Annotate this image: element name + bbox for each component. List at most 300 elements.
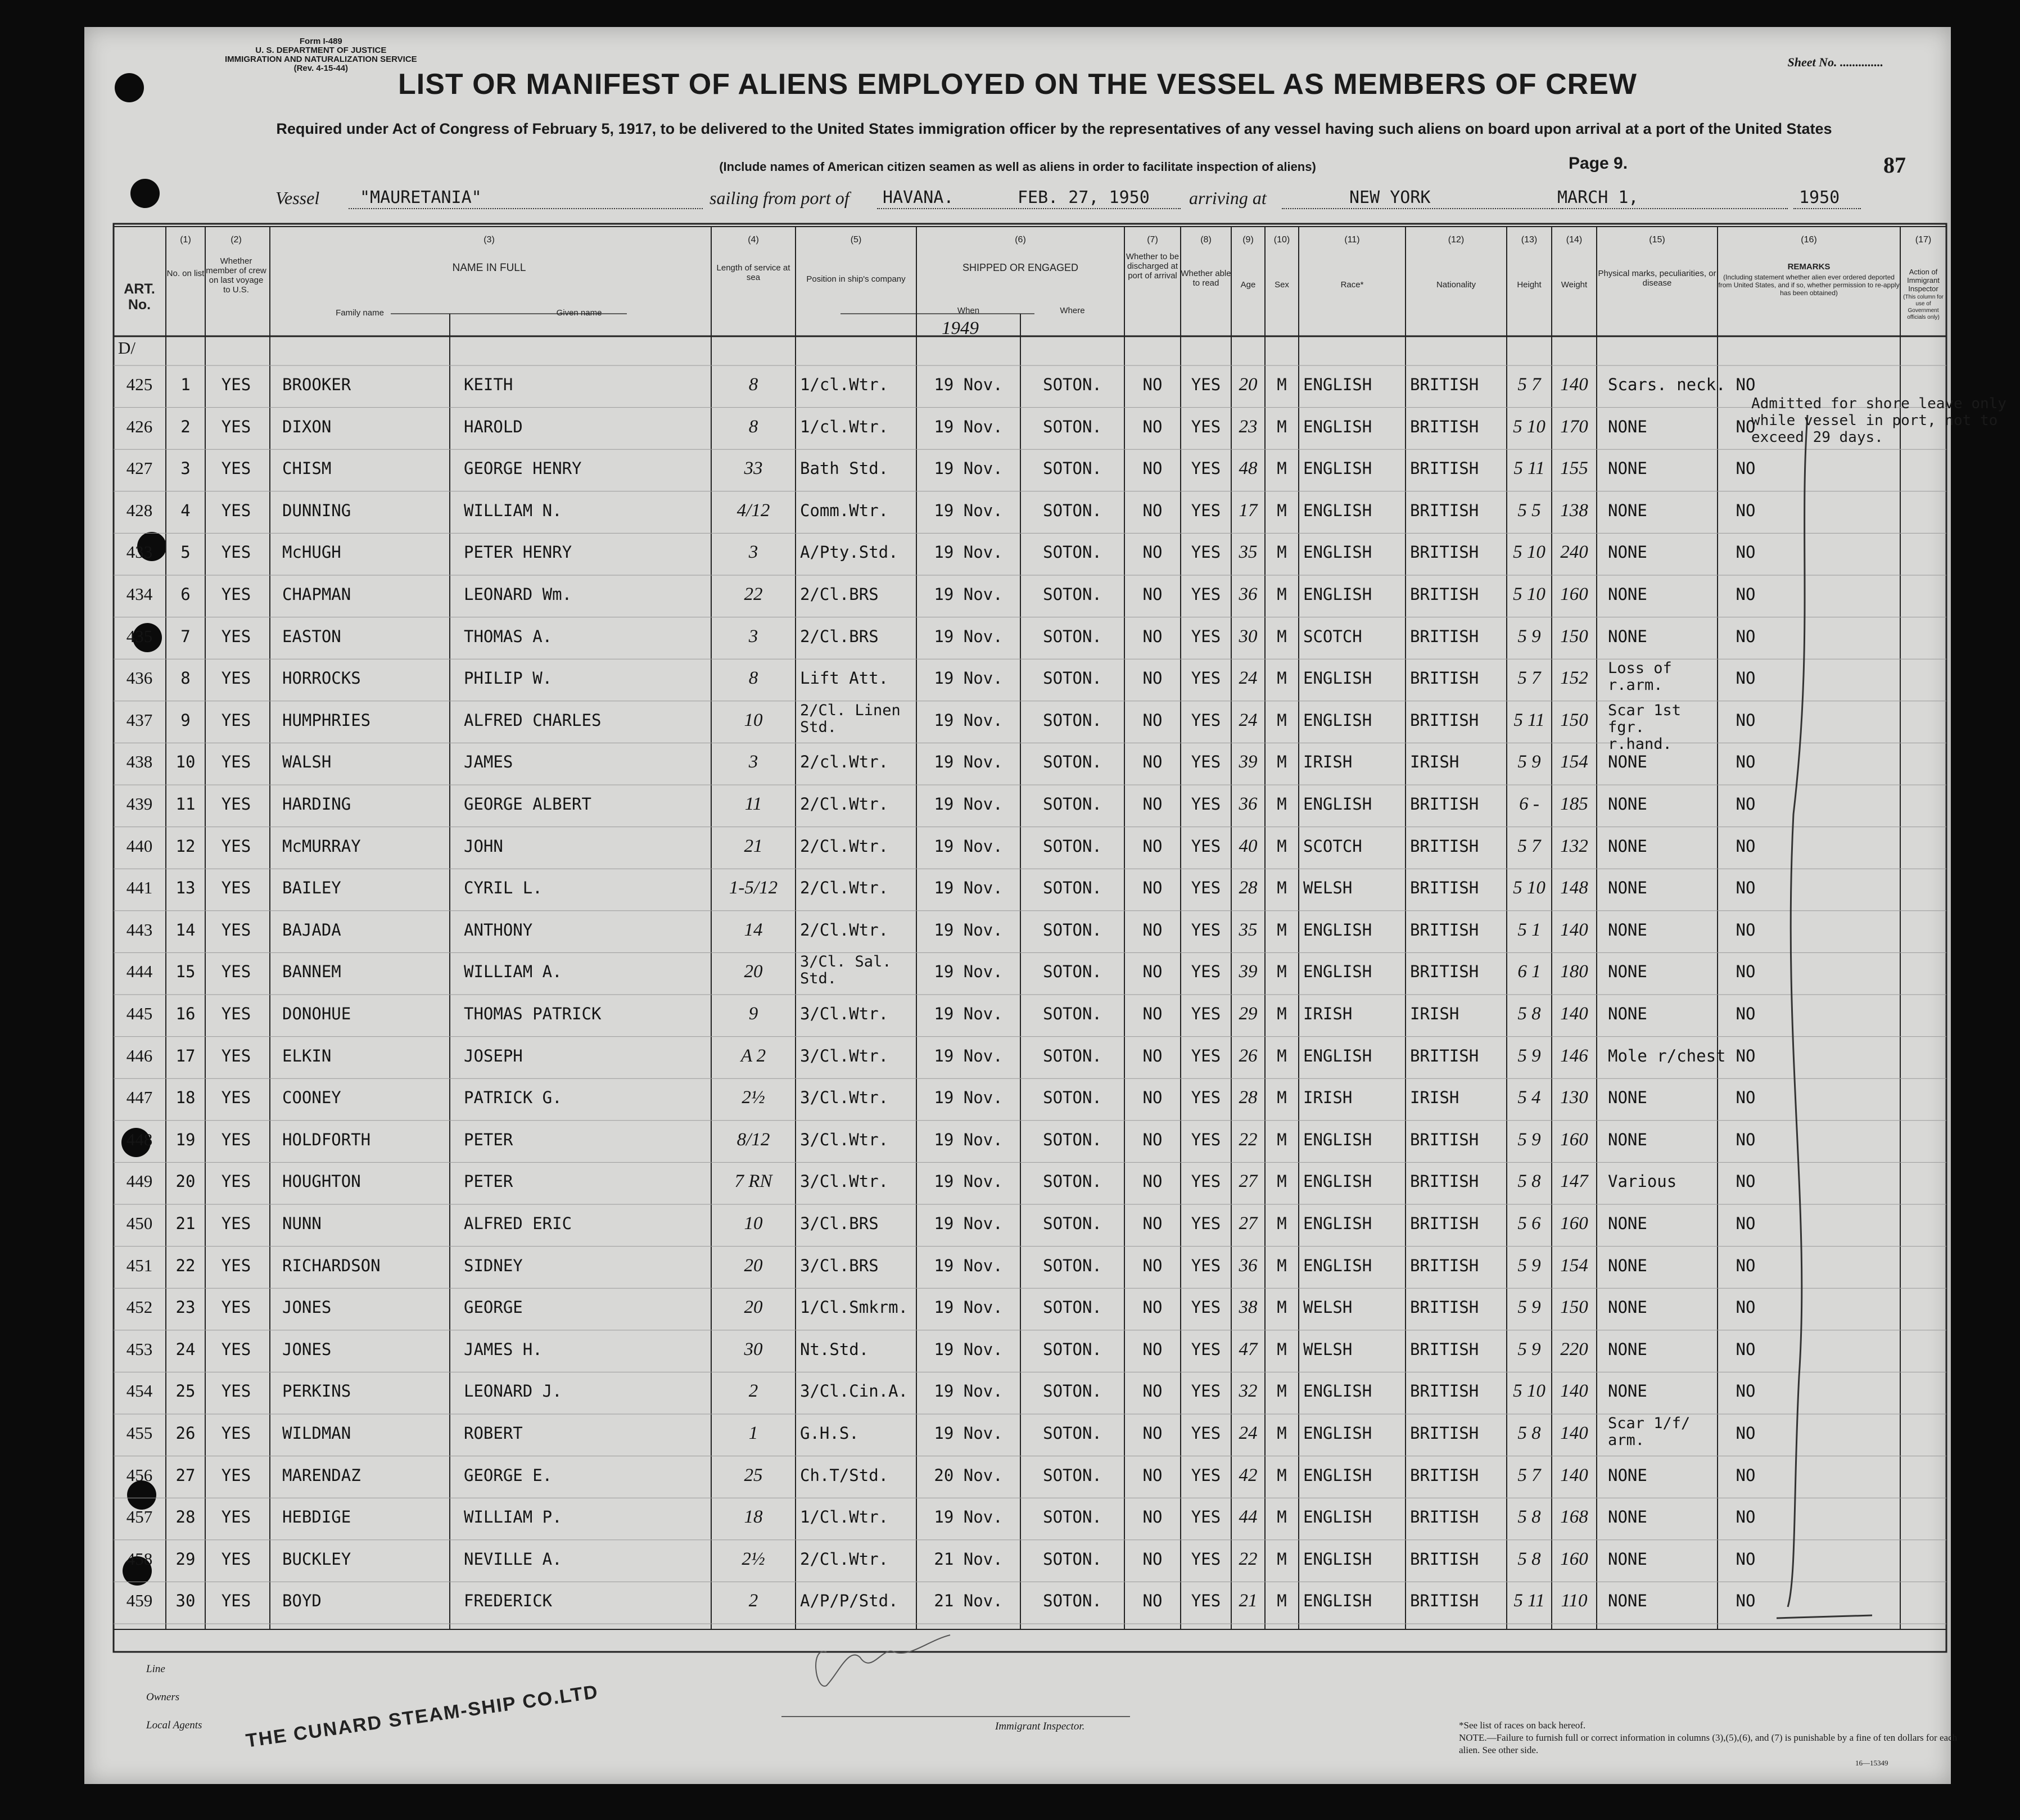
cell-nat: BRITISH <box>1410 1172 1479 1191</box>
cell-disch: NO <box>1142 1046 1163 1065</box>
cell-remarks: NO <box>1736 878 1756 898</box>
cell-weight: 168 <box>1560 1507 1588 1528</box>
cell-position: 3/Cl. Sal. Std. <box>800 953 892 988</box>
cell-age: 28 <box>1239 1087 1258 1108</box>
cell-marks: Scar 1st fgr. r.hand. <box>1608 701 1682 753</box>
cell-given: ALFRED CHARLES <box>464 710 602 730</box>
cell-marks: NONE <box>1608 1549 1647 1569</box>
cell-height: 5 9 <box>1517 1129 1541 1150</box>
cell-remarks: NO <box>1736 1256 1756 1275</box>
cell-weight: 140 <box>1560 1465 1588 1485</box>
cell-sex: M <box>1277 836 1287 856</box>
cell-sex: M <box>1277 626 1287 646</box>
header-inspector-action: Action of Immigrant Inspector <box>1907 268 1940 293</box>
header-column-number: (14) <box>1566 235 1583 245</box>
document-subnote: (Include names of American citizen seamen as well as aliens in order to facilitate inspection of aliens) <box>719 160 1316 174</box>
header-physical-marks: Physical marks, peculiarities, or disease <box>1598 269 1716 288</box>
cell-read: YES <box>1191 585 1221 604</box>
header-name: NAME IN FULL <box>452 262 526 274</box>
cell-disch: NO <box>1142 1256 1163 1275</box>
cell-race: ENGLISH <box>1303 543 1372 562</box>
cell-position: 3/Cl.Wtr. <box>800 1130 889 1149</box>
cell-marks: NONE <box>1608 836 1647 856</box>
cell-position: 3/Cl.Cin.A. <box>800 1381 909 1401</box>
cell-prev: YES <box>221 417 251 436</box>
cell-race: ENGLISH <box>1303 459 1372 478</box>
cell-disch: NO <box>1142 417 1163 436</box>
cell-race: ENGLISH <box>1303 962 1372 982</box>
header-art-no: ART. No. <box>124 281 155 313</box>
cell-marks: NONE <box>1608 920 1647 940</box>
cell-where: SOTON. <box>1043 1256 1102 1275</box>
cell-service: 9 <box>748 1004 758 1024</box>
cell-race: IRISH <box>1303 1088 1353 1108</box>
cell-weight: 110 <box>1561 1591 1588 1611</box>
cell-position: 3/Cl.Wtr. <box>800 1004 889 1023</box>
vessel-line <box>84 188 1951 210</box>
cunard-stamp: THE CUNARD STEAM-SHIP CO.LTD <box>245 1681 600 1752</box>
cell-height: 5 11 <box>1513 1591 1545 1611</box>
cell-age: 24 <box>1239 710 1258 730</box>
cell-where: SOTON. <box>1043 1298 1102 1317</box>
cell-service: 1-5/12 <box>729 878 778 898</box>
cell-disch: NO <box>1142 1088 1163 1108</box>
cell-disch: NO <box>1142 669 1163 688</box>
cell-when: 19 Nov. <box>934 1046 1003 1065</box>
cell-marks: NONE <box>1608 1256 1647 1275</box>
vessel-name: "MAURETANIA" <box>360 188 482 207</box>
cell-nat: BRITISH <box>1410 1424 1479 1443</box>
cell-nat: BRITISH <box>1410 417 1479 436</box>
cell-read: YES <box>1191 1424 1221 1443</box>
cell-sex: M <box>1277 1004 1287 1023</box>
cell-marks: NONE <box>1608 1591 1647 1611</box>
cell-family: BOYD <box>282 1591 322 1611</box>
cell-disch: NO <box>1142 878 1163 898</box>
cell-where: SOTON. <box>1043 1172 1102 1191</box>
cell-read: YES <box>1191 1549 1221 1569</box>
cell-position: 1/Cl.Smkrm. <box>800 1298 909 1317</box>
cell-no: 21 <box>175 1214 196 1233</box>
cell-remarks: NO <box>1736 1381 1756 1401</box>
cell-remarks: NO <box>1736 1465 1756 1485</box>
cell-where: SOTON. <box>1043 1465 1102 1485</box>
cell-family: BAILEY <box>282 878 341 898</box>
cell-race: IRISH <box>1303 1004 1353 1023</box>
cell-no: 30 <box>175 1591 196 1611</box>
cell-given: JAMES H. <box>464 1339 543 1359</box>
cell-when: 19 Nov. <box>934 1507 1003 1527</box>
cell-weight: 138 <box>1560 500 1588 521</box>
cell-remarks: NO <box>1736 1004 1756 1023</box>
cell-given: THOMAS PATRICK <box>464 1004 602 1023</box>
cell-weight: 148 <box>1560 878 1588 898</box>
cell-when: 19 Nov. <box>934 962 1003 982</box>
cell-race: ENGLISH <box>1303 1549 1372 1569</box>
cell-read: YES <box>1191 1339 1221 1359</box>
cell-race: ENGLISH <box>1303 1591 1372 1611</box>
cell-race: ENGLISH <box>1303 417 1372 436</box>
cell-when: 19 Nov. <box>934 1172 1003 1191</box>
header-column-number: (5) <box>850 235 862 245</box>
cell-disch: NO <box>1142 1172 1163 1191</box>
cell-race: ENGLISH <box>1303 1130 1372 1149</box>
cell-sex: M <box>1277 543 1287 562</box>
cell-when: 19 Nov. <box>934 375 1003 394</box>
cell-remarks: NO <box>1736 1088 1756 1108</box>
cell-family: McMURRAY <box>282 836 361 856</box>
cell-sex: M <box>1277 1591 1287 1611</box>
manifest-sheet <box>84 27 2007 1784</box>
document-title: LIST OR MANIFEST OF ALIENS EMPLOYED ON THE VESSEL AS MEMBERS OF CREW <box>398 68 1637 101</box>
cell-no: 7 <box>180 626 191 646</box>
cell-art: 450 <box>126 1213 153 1233</box>
cell-family: WILDMAN <box>282 1424 351 1443</box>
cell-height: 5 11 <box>1513 458 1545 479</box>
cell-height: 5 11 <box>1513 710 1545 730</box>
cell-prev: YES <box>221 459 251 478</box>
cell-height: 5 8 <box>1517 1423 1541 1443</box>
cell-position: 2/Cl. Linen Std. <box>800 701 901 736</box>
header-column-number: (1) <box>180 235 191 245</box>
cell-read: YES <box>1191 710 1221 730</box>
cell-given: PETER HENRY <box>464 543 572 562</box>
cell-marks: Mole r/chest <box>1608 1046 1726 1065</box>
cell-sex: M <box>1277 1256 1287 1275</box>
cell-no: 24 <box>175 1339 196 1359</box>
sheet-no-label: Sheet No. .............. <box>1787 55 1883 69</box>
cell-read: YES <box>1191 878 1221 898</box>
cell-service: 25 <box>744 1465 763 1485</box>
cell-remarks: NO <box>1736 752 1756 772</box>
cell-position: 2/Cl.Wtr. <box>800 836 889 856</box>
cell-weight: 160 <box>1560 584 1588 604</box>
sailing-label: sailing from port of <box>710 188 849 208</box>
cell-where: SOTON. <box>1043 1549 1102 1569</box>
cell-read: YES <box>1191 1591 1221 1611</box>
cell-age: 29 <box>1239 1004 1258 1024</box>
cell-no: 27 <box>175 1465 196 1485</box>
cell-art: 446 <box>126 1045 153 1065</box>
cell-family: JONES <box>282 1298 332 1317</box>
cell-age: 39 <box>1239 961 1258 982</box>
header-column-number: (8) <box>1200 235 1212 245</box>
cell-age: 35 <box>1239 919 1258 940</box>
cell-art: 452 <box>126 1297 153 1317</box>
cell-when: 19 Nov. <box>934 585 1003 604</box>
cell-prev: YES <box>221 962 251 982</box>
cell-height: 6 1 <box>1517 961 1541 982</box>
cell-prev: YES <box>221 1549 251 1569</box>
cell-when: 19 Nov. <box>934 878 1003 898</box>
cell-given: WILLIAM P. <box>464 1507 562 1527</box>
cell-remarks: NO <box>1736 375 1756 394</box>
cell-position: 2/Cl.BRS <box>800 626 879 646</box>
cell-family: BROOKER <box>282 375 351 394</box>
cell-where: SOTON. <box>1043 375 1102 394</box>
header-inspector-note: (This column for use of Government officials only) <box>1903 294 1944 320</box>
cell-service: 2 <box>748 1381 758 1402</box>
cell-marks: NONE <box>1608 794 1647 814</box>
cell-no: 18 <box>175 1088 196 1108</box>
cell-given: PETER <box>464 1130 513 1149</box>
form-service: IMMIGRATION AND NATURALIZATION SERVICE <box>225 55 417 64</box>
cell-weight: 150 <box>1560 626 1588 647</box>
cell-race: IRISH <box>1303 752 1353 772</box>
cell-sex: M <box>1277 669 1287 688</box>
cell-marks: NONE <box>1608 585 1647 604</box>
cell-family: JONES <box>282 1339 332 1359</box>
cell-service: 10 <box>744 710 763 730</box>
cell-nat: BRITISH <box>1410 459 1479 478</box>
cell-read: YES <box>1191 1046 1221 1065</box>
cell-no: 16 <box>175 1004 196 1023</box>
cell-marks: NONE <box>1608 543 1647 562</box>
cell-service: 20 <box>744 1297 763 1318</box>
cell-disch: NO <box>1142 500 1163 520</box>
cell-disch: NO <box>1142 1339 1163 1359</box>
cell-race: ENGLISH <box>1303 1465 1372 1485</box>
form-number: Form I-489 <box>299 37 342 46</box>
header-column-number: (12) <box>1448 235 1465 245</box>
cell-sex: M <box>1277 1507 1287 1527</box>
footer-line-label: Line <box>146 1663 165 1675</box>
cell-family: HOLDFORTH <box>282 1130 371 1149</box>
cell-nat: BRITISH <box>1410 1256 1479 1275</box>
cell-service: 3 <box>748 542 758 563</box>
cell-family: DUNNING <box>282 500 351 520</box>
cell-nat: BRITISH <box>1410 585 1479 604</box>
header-when: When <box>957 306 980 315</box>
cell-no: 20 <box>175 1172 196 1191</box>
vessel-label: Vessel <box>275 188 320 208</box>
cell-service: 18 <box>744 1507 763 1528</box>
cell-no: 8 <box>180 669 191 688</box>
cell-race: WELSH <box>1303 1339 1353 1359</box>
cell-nat: BRITISH <box>1410 543 1479 562</box>
cell-disch: NO <box>1142 710 1163 730</box>
cell-position: 3/Cl.BRS <box>800 1214 879 1233</box>
cell-no: 12 <box>175 836 196 856</box>
cell-position: 2/Cl.Wtr. <box>800 1549 889 1569</box>
cell-when: 19 Nov. <box>934 1381 1003 1401</box>
cell-weight: 152 <box>1560 668 1588 689</box>
cell-family: DONOHUE <box>282 1004 351 1023</box>
cell-age: 21 <box>1239 1591 1258 1611</box>
cell-nat: BRITISH <box>1410 878 1479 898</box>
cell-no: 15 <box>175 962 196 982</box>
cell-sex: M <box>1277 1298 1287 1317</box>
cell-where: SOTON. <box>1043 920 1102 940</box>
cell-art: 455 <box>126 1423 153 1443</box>
cell-family: PERKINS <box>282 1381 351 1401</box>
cell-no: 28 <box>175 1507 196 1527</box>
cell-prev: YES <box>221 543 251 562</box>
cell-when: 19 Nov. <box>934 1088 1003 1108</box>
cell-remarks: NO <box>1736 1591 1756 1611</box>
cell-read: YES <box>1191 752 1221 772</box>
cell-when: 19 Nov. <box>934 669 1003 688</box>
penalty-note: NOTE.—Failure to furnish full or correct information in columns (3),(5),(6), and (7) is punishable by a fine of ten dollars for each alien. See other side. <box>1459 1732 1958 1755</box>
cell-remarks: NO <box>1736 417 1756 436</box>
cell-age: 26 <box>1239 1045 1258 1066</box>
header-remarks: REMARKS <box>1787 262 1831 272</box>
cell-remarks: NO <box>1736 1298 1756 1317</box>
cell-weight: 147 <box>1560 1171 1588 1192</box>
cell-read: YES <box>1191 920 1221 940</box>
cell-art: 459 <box>126 1591 153 1611</box>
cell-prev: YES <box>221 794 251 814</box>
cell-disch: NO <box>1142 543 1163 562</box>
cell-service: 30 <box>744 1339 763 1360</box>
cell-disch: NO <box>1142 1130 1163 1149</box>
cell-age: 42 <box>1239 1465 1258 1485</box>
cell-remarks: NO <box>1736 543 1756 562</box>
cell-position: 1/cl.Wtr. <box>800 375 889 394</box>
cell-marks: NONE <box>1608 1465 1647 1485</box>
cell-family: HARDING <box>282 794 351 814</box>
cell-given: PETER <box>464 1172 513 1191</box>
cell-sex: M <box>1277 1172 1287 1191</box>
cell-race: ENGLISH <box>1303 585 1372 604</box>
cell-prev: YES <box>221 836 251 856</box>
cell-race: ENGLISH <box>1303 710 1372 730</box>
cell-family: DIXON <box>282 417 332 436</box>
arrival-year: 1950 <box>1799 188 1840 207</box>
cell-given: WILLIAM N. <box>464 500 562 520</box>
header-family-name: Family name <box>336 308 384 318</box>
cell-sex: M <box>1277 1088 1287 1108</box>
cell-prev: YES <box>221 669 251 688</box>
cell-family: BAJADA <box>282 920 341 940</box>
cell-height: 5 7 <box>1517 836 1541 856</box>
cell-where: SOTON. <box>1043 626 1102 646</box>
cell-position: A/P/P/Std. <box>800 1591 898 1611</box>
cell-weight: 240 <box>1560 542 1588 563</box>
cell-service: 2½ <box>742 1548 765 1569</box>
footer-owners-label: Owners <box>146 1691 180 1703</box>
cell-position: 3/Cl.BRS <box>800 1256 879 1275</box>
punch-hole <box>127 1480 156 1510</box>
cell-height: 5 7 <box>1517 374 1541 395</box>
cell-nat: BRITISH <box>1410 500 1479 520</box>
cell-nat: BRITISH <box>1410 1507 1479 1527</box>
cell-given: THOMAS A. <box>464 626 553 646</box>
header-column-number: (7) <box>1147 235 1158 245</box>
cell-age: 22 <box>1239 1548 1258 1569</box>
cell-no: 11 <box>175 794 196 814</box>
cell-prev: YES <box>221 1172 251 1191</box>
cell-marks: NONE <box>1608 417 1647 436</box>
cell-race: WELSH <box>1303 1298 1353 1317</box>
header-read: Whether able to read <box>1181 269 1231 288</box>
cell-race: ENGLISH <box>1303 794 1372 814</box>
cell-prev: YES <box>221 500 251 520</box>
cell-age: 36 <box>1239 1255 1258 1276</box>
cell-marks: Various <box>1608 1172 1677 1191</box>
cell-art: 448 <box>126 1129 153 1149</box>
cell-remarks: NO <box>1736 1507 1756 1527</box>
cell-weight: 160 <box>1560 1213 1588 1234</box>
header-race: Race* <box>1340 280 1364 290</box>
cell-age: 36 <box>1239 584 1258 604</box>
cell-disch: NO <box>1142 794 1163 814</box>
cell-age: 35 <box>1239 542 1258 563</box>
cell-where: SOTON. <box>1043 710 1102 730</box>
header-service-length: Length of service at sea <box>716 263 790 282</box>
cell-prev: YES <box>221 1004 251 1023</box>
cell-height: 5 10 <box>1513 1381 1545 1402</box>
print-code: 16—15349 <box>1855 1759 1888 1767</box>
cell-read: YES <box>1191 1130 1221 1149</box>
cell-height: 5 8 <box>1517 1507 1541 1528</box>
cell-read: YES <box>1191 500 1221 520</box>
cell-service: 3 <box>748 626 758 647</box>
cell-where: SOTON. <box>1043 1424 1102 1443</box>
cell-art: 440 <box>126 836 153 856</box>
cell-where: SOTON. <box>1043 878 1102 898</box>
cell-where: SOTON. <box>1043 794 1102 814</box>
header-where: Where <box>1060 306 1085 315</box>
header-column-number: (11) <box>1344 235 1360 245</box>
cell-no: 4 <box>180 500 191 520</box>
cell-nat: BRITISH <box>1410 1046 1479 1065</box>
cell-nat: BRITISH <box>1410 375 1479 394</box>
cell-weight: 150 <box>1560 1297 1588 1318</box>
cell-given: JOHN <box>464 836 503 856</box>
cell-weight: 154 <box>1560 1255 1588 1276</box>
cell-no: 2 <box>180 417 191 436</box>
cell-where: SOTON. <box>1043 1130 1102 1149</box>
cell-where: SOTON. <box>1043 1339 1102 1359</box>
cell-race: ENGLISH <box>1303 1172 1372 1191</box>
cell-where: SOTON. <box>1043 585 1102 604</box>
cell-given: JAMES <box>464 752 513 772</box>
cell-prev: YES <box>221 752 251 772</box>
cell-nat: IRISH <box>1410 752 1459 772</box>
cell-prev: YES <box>221 1088 251 1108</box>
cell-service: 4/12 <box>736 500 770 521</box>
cell-given: NEVILLE A. <box>464 1549 562 1569</box>
cell-position: Nt.Std. <box>800 1339 869 1359</box>
cell-prev: YES <box>221 1465 251 1485</box>
cell-service: 21 <box>744 836 763 856</box>
cell-marks: Scar 1/f/ arm. <box>1608 1415 1691 1449</box>
cell-read: YES <box>1191 459 1221 478</box>
cell-given: HAROLD <box>464 417 523 436</box>
cell-service: 20 <box>744 1255 763 1276</box>
header-column-number: (17) <box>1915 235 1932 245</box>
cell-no: 29 <box>175 1549 196 1569</box>
footer-agents-label: Local Agents <box>146 1719 202 1731</box>
cell-where: SOTON. <box>1043 752 1102 772</box>
header-column-number: (4) <box>748 235 759 245</box>
document-subtitle: Required under Act of Congress of February 5, 1917, to be delivered to the United States immigration officer by the representatives of any vessel having such aliens on board upon arrival at a port of the United States <box>276 120 1832 137</box>
header-column-number: (3) <box>483 235 495 245</box>
cell-given: CYRIL L. <box>464 878 543 898</box>
cell-when: 20 Nov. <box>934 1465 1003 1485</box>
cell-family: NUNN <box>282 1214 322 1233</box>
cell-prev: YES <box>221 1507 251 1527</box>
cell-height: 5 10 <box>1513 416 1545 437</box>
cell-disch: NO <box>1142 1465 1163 1485</box>
cell-when: 21 Nov. <box>934 1591 1003 1611</box>
cell-position: G.H.S. <box>800 1424 859 1443</box>
header-list-no: No. on list <box>166 269 205 278</box>
cell-given: SIDNEY <box>464 1256 523 1275</box>
cell-position: 2/cl.Wtr. <box>800 752 889 772</box>
header-column-number: (6) <box>1015 235 1026 245</box>
